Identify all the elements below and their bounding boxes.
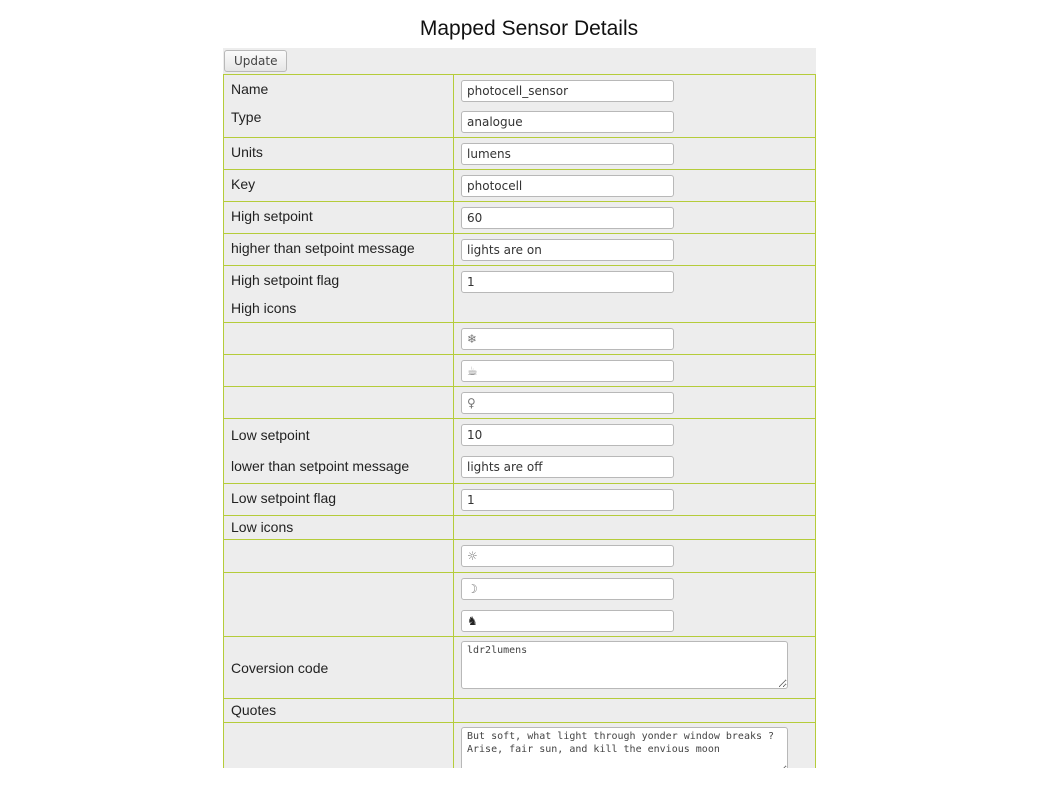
low-icons-label: Low icons (231, 519, 294, 535)
snowflake-icon-field[interactable] (461, 328, 674, 350)
quotes-label: Quotes (231, 702, 277, 718)
row-high-icon-2 (224, 355, 816, 387)
row-quotes (224, 723, 816, 769)
row-name-type (224, 75, 816, 138)
page-title: Mapped Sensor Details (419, 17, 639, 40)
row-high-icon-1 (224, 323, 816, 355)
high-flag-label: High setpoint flag (231, 272, 340, 288)
type-field[interactable] (461, 111, 674, 133)
key-field[interactable] (461, 175, 674, 197)
coffee-icon-field[interactable] (461, 360, 674, 382)
units-field[interactable] (461, 143, 674, 165)
low-flag-field[interactable] (461, 489, 674, 511)
row-conversion-code (224, 637, 816, 699)
row-key (224, 170, 816, 202)
row-units (224, 138, 816, 170)
update-button[interactable]: Update (224, 50, 287, 72)
key-label: Key (231, 176, 256, 192)
high-icons-label: High icons (231, 300, 297, 316)
low-message-label: lower than setpoint message (231, 458, 410, 474)
row-low-icons-header (224, 516, 816, 540)
conversion-code-label: Coversion code (231, 659, 329, 676)
row-low-setpoint (224, 419, 816, 484)
sun-icon-field[interactable] (461, 545, 674, 567)
female-sign-icon-field[interactable] (461, 392, 674, 414)
name-field[interactable] (461, 80, 674, 102)
high-setpoint-field[interactable] (461, 207, 674, 229)
low-setpoint-field[interactable] (461, 424, 674, 446)
type-label: Type (231, 109, 262, 125)
moon-icon-field[interactable] (461, 578, 674, 600)
units-label: Units (231, 144, 263, 160)
row-low-icon-1 (224, 540, 816, 573)
sensor-details-form (223, 74, 816, 768)
high-message-label: higher than setpoint message (231, 240, 415, 256)
row-high-icon-3 (224, 387, 816, 419)
high-setpoint-label: High setpoint (231, 208, 313, 224)
chess-knight-icon-field[interactable] (461, 610, 674, 632)
row-low-icon-2 (224, 573, 816, 637)
row-high-message (224, 234, 816, 266)
sensor-details-panel (223, 48, 816, 768)
quotes-textarea[interactable] (461, 727, 788, 768)
high-flag-field[interactable] (461, 271, 674, 293)
low-flag-label: Low setpoint flag (231, 490, 337, 506)
row-quotes-header (224, 699, 816, 723)
row-high-flag (224, 266, 816, 323)
name-label: Name (231, 81, 269, 97)
high-message-field[interactable] (461, 239, 674, 261)
row-high-setpoint (224, 202, 816, 234)
row-low-flag (224, 484, 816, 516)
low-message-field[interactable] (461, 456, 674, 478)
conversion-code-textarea[interactable] (461, 641, 788, 689)
low-setpoint-label: Low setpoint (231, 427, 310, 443)
